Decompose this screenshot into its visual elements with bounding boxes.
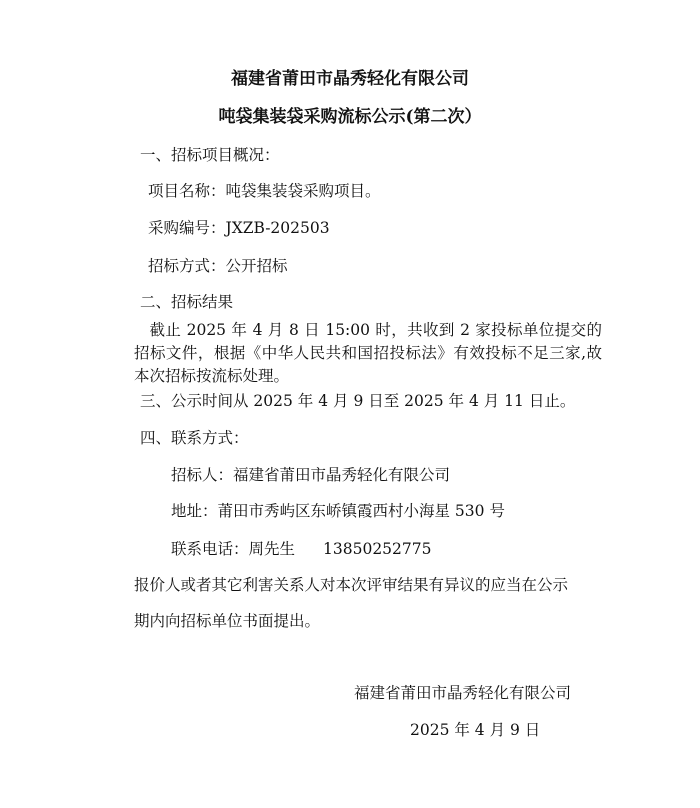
section1-heading: 一、招标项目概况： (140, 146, 280, 164)
company-title: 福建省莆田市晶秀轻化有限公司 (231, 69, 469, 89)
address: 地址：莆田市秀屿区东峤镇霞西村小海星 530 号 (171, 502, 505, 520)
phone-number: 13850252775 (323, 540, 432, 558)
objection-line-1: 报价人或者其它利害关系人对本次评审结果有异议的应当在公示 (134, 576, 569, 594)
tenderer: 招标人：福建省莆田市晶秀轻化有限公司 (171, 466, 451, 484)
section2-body: 截止 2025 年 4 月 8 日 15:00 时，共收到 2 家投标单位提交的招标文件，根据《中华人民共和国招投标法》有效投标不足三家,故本次招标按流标处理。 (134, 321, 602, 385)
section2-heading: 二、招标结果 (140, 293, 234, 311)
objection-line-2: 期内向招标单位书面提出。 (134, 612, 321, 630)
phone-label: 联系电话：周先生 (171, 540, 296, 558)
signature-company: 福建省莆田市晶秀轻化有限公司 (354, 684, 572, 702)
procurement-number: 采购编号：JXZB-202503 (148, 219, 330, 237)
section3-text: 三、公示时间从 2025 年 4 月 9 日至 2025 年 4 月 11 日止。 (140, 392, 576, 410)
project-name: 项目名称：吨袋集装袋采购项目。 (148, 182, 381, 200)
contact-phone (171, 539, 432, 559)
announcement-title: 吨袋集装袋采购流标公示(第二次） (218, 107, 482, 127)
section4-heading: 四、联系方式： (140, 429, 249, 447)
bidding-method: 招标方式：公开招标 (148, 257, 288, 275)
signature-date: 2025 年 4 月 9 日 (410, 721, 541, 739)
